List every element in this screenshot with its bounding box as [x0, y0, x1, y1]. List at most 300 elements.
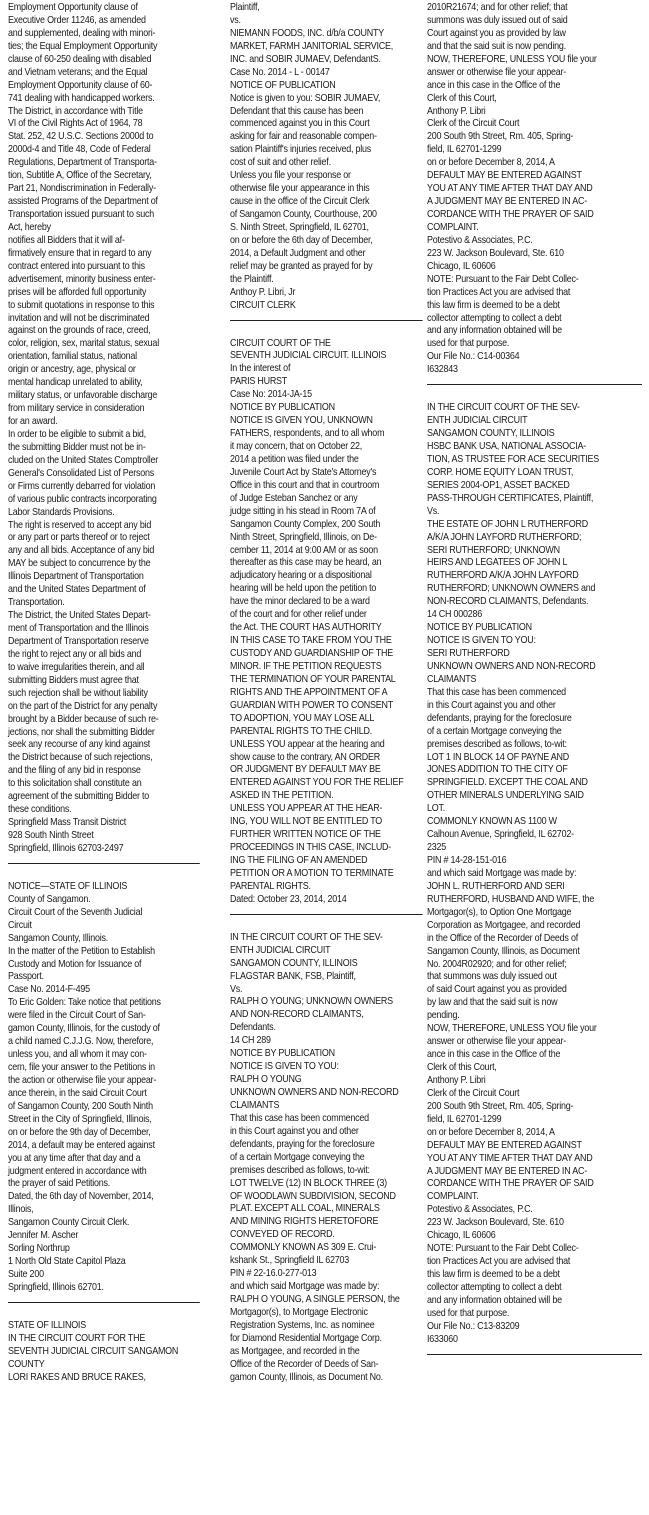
notice-line: IN THIS CASE TO TAKE FROM YOU THE	[230, 635, 392, 647]
column-1	[8, 2, 200, 1385]
notice-line: NOTICE BY PUBLICATION	[230, 402, 335, 414]
notice-line: of the court and for other relief under	[230, 609, 367, 621]
notice-line: the prayer of said Petitions.	[8, 1178, 111, 1190]
notice-line: Clerk of the Circuit Court	[427, 118, 520, 130]
notice-line: Anthony P. Libri	[427, 1074, 486, 1086]
notice-line: in this Court against you and other	[427, 699, 556, 711]
notice-line: and the United States Department of	[8, 584, 146, 596]
notice-line: that summons was duly issued out	[427, 971, 557, 983]
notice-line: tion Practices Act you are advised that	[427, 286, 571, 298]
notice-line: GUARDIAN WITH POWER TO CONSENT	[230, 699, 394, 711]
notice-line: CUSTODY AND GUARDIANSHIP OF THE	[230, 648, 393, 659]
notice-line: summons was duly issued out of said	[427, 14, 568, 26]
notice-line: PARIS HURST	[230, 376, 288, 388]
notice-line: Employment Opportunity clause of 60-	[8, 79, 153, 91]
notice-line: thereafter as this case may be heard, an	[230, 557, 382, 569]
notice-line: show cause to the contrary, AN ORDER	[230, 751, 381, 763]
notice-line: UNLESS YOU appear at the hearing and	[230, 738, 385, 750]
notice-line: of a certain Mortgage conveying the	[427, 725, 562, 737]
legal-notice	[230, 338, 423, 907]
notice-spacer	[8, 871, 200, 881]
notice-line: The District, in accordance with Title	[8, 105, 143, 117]
notice-line: Dated, the 6th day of November, 2014,	[8, 1191, 154, 1203]
notice-line: of a certain Mortgage conveying the	[230, 1151, 365, 1163]
notice-line: you at any time after that day and a	[8, 1152, 141, 1164]
notice-line: cember 11, 2014 at 9:00 AM or as soon	[230, 544, 378, 556]
notice-line: and which said Mortgage was made by:	[427, 867, 577, 879]
notice-line: on or before the 9th day of December,	[8, 1126, 151, 1138]
notice-line: NOTICE IS GIVEN YOU, UNKNOWN	[230, 415, 373, 427]
notice-line: advertisement, minority business enter-	[8, 273, 156, 285]
notice-line: COUNTY	[8, 1358, 45, 1370]
notice-line: collector attempting to collect a debt	[427, 312, 562, 324]
notice-line: PIN # 22-16.0-277-013	[230, 1268, 317, 1280]
notice-line: UNKNOWN OWNERS AND NON-RECORD	[230, 1087, 399, 1098]
notice-line: COMMONLY KNOWN AS 1100 W	[427, 816, 557, 828]
notice-line: 14 CH 000286	[427, 609, 483, 621]
notice-line: COMPLAINT.	[427, 1191, 479, 1203]
notice-line: I632843	[427, 364, 458, 376]
notice-line: Vs.	[230, 983, 243, 995]
notice-line: In the matter of the Petition to Establish	[8, 945, 155, 957]
notice-line: and any information obtained will be	[427, 1294, 562, 1306]
notice-line: Vs.	[427, 505, 440, 517]
notice-line: Juvenile Court Act by State's Attorney's	[230, 466, 377, 478]
notice-line: RIGHTS AND THE APPOINTMENT OF A	[230, 686, 388, 698]
notice-line: any and all bids. Acceptance of any bid	[8, 545, 155, 557]
legal-notice	[230, 2, 423, 313]
notice-divider	[230, 907, 423, 922]
notice-line: relief may be granted as prayed for by	[230, 260, 373, 272]
notice-line: THE TERMINATION OF YOUR PARENTAL	[230, 673, 396, 685]
notice-line: INC. and SOBIR JUMAEV, DefendantS.	[230, 53, 381, 65]
notice-line: HSBC BANK USA, NATIONAL ASSOCIA-	[427, 441, 586, 452]
notice-line: judgment entered in accordance with	[8, 1165, 147, 1177]
notice-line: Court against you as provided by law	[427, 27, 566, 39]
notice-line: commenced against you in this Court	[230, 118, 370, 130]
notice-line: Sangamon County Circuit Clerk.	[8, 1217, 130, 1229]
notice-line: Springfield, Illinois 62703-2497	[8, 842, 124, 854]
notice-line: S. Ninth Street, Springfield, IL 62701,	[230, 221, 369, 233]
notice-line: ance in this case in the Office of the	[427, 79, 561, 91]
notice-line: RALPH O YOUNG	[230, 1074, 302, 1086]
notice-line: OR JUDGMENT BY DEFAULT MAY BE	[230, 764, 381, 776]
notice-line: PLAT. EXCEPT ALL COAL, MINERALS	[230, 1203, 380, 1215]
notice-line: CONVEYED OF RECORD.	[230, 1229, 335, 1241]
notice-line: for an award.	[8, 416, 58, 427]
notice-line: Mortgagor(s), to Option One Mortgage	[427, 906, 572, 918]
notice-line: LOT.	[427, 803, 446, 815]
notice-line: and which said Mortgage was made by:	[230, 1281, 380, 1293]
legal-notice	[8, 1320, 200, 1385]
notice-line: Office of the Recorder of Deeds of San-	[230, 1358, 379, 1370]
notice-line: The District, the United States Depart-	[8, 610, 151, 622]
notice-line: 1 North Old State Capitol Plaza	[8, 1256, 126, 1268]
notice-line: brought by a Bidder because of such re-	[8, 713, 159, 725]
notice-line: NOW, THEREFORE, UNLESS YOU file your	[427, 53, 597, 65]
notice-line: 2010R21674; and for other relief; that	[427, 2, 568, 13]
notice-line: YOU AT ANY TIME AFTER THAT DAY AND	[427, 183, 593, 195]
notice-line: CORDANCE WITH THE PRAYER OF SAID	[427, 1178, 594, 1190]
notice-line: unless you, and all whom it may con-	[8, 1049, 147, 1061]
notice-line: Stat. 252, 42 U.S.C. Sections 2000d to	[8, 131, 154, 143]
notice-line: 223 W. Jackson Boulevard, Ste. 610	[427, 1217, 564, 1229]
legal-notice	[8, 2, 200, 856]
notice-line: premises described as follows, to-wit:	[230, 1164, 370, 1176]
notice-line: from military service in consideration	[8, 403, 145, 415]
notice-line: Our File No.: C14-00364	[427, 351, 520, 363]
notice-line: Springfield Mass Transit District	[8, 817, 127, 829]
notice-line: and the filing of any bid in response	[8, 765, 141, 777]
column-3	[427, 2, 642, 1372]
notice-line: ties; the Equal Employment Opportunity	[8, 40, 158, 52]
notice-spacer	[8, 1310, 200, 1320]
notice-line: UNKNOWN OWNERS AND NON-RECORD	[427, 660, 596, 672]
notice-line: A JUDGMENT MAY BE ENTERED IN AC-	[427, 196, 587, 208]
notice-line: A JUDGMENT MAY BE ENTERED IN AC-	[427, 1165, 587, 1177]
notice-line: RUTHERFORD, HUSBAND AND WIFE, the	[427, 893, 595, 905]
notice-line: Office in this court and that in courtroom	[230, 479, 380, 491]
notice-line: Potestivo & Associates, P.C.	[427, 1204, 533, 1216]
notice-line: Custody and Motion for Issuance of	[8, 958, 142, 970]
notice-line: Illinois Department of Transportation	[8, 571, 144, 583]
notice-line: IN THE CIRCUIT COURT OF THE SEV-	[230, 931, 383, 943]
notice-line: Labor Standards Provisions.	[8, 506, 115, 518]
notice-line: sation Plaintiff's injuries received, plus	[230, 144, 372, 156]
notice-line: PROCEEDINGS IN THIS CASE, INCLUD-	[230, 842, 392, 854]
notice-line: as Mortgagee, and recorded in the	[230, 1345, 360, 1357]
notice-line: firmatively ensure that in regard to any	[8, 247, 152, 259]
notice-line: Case No: 2014-JA-15	[230, 389, 312, 401]
notice-line: Anthoy P. Libri, Jr	[230, 286, 296, 298]
notice-line: NON-RECORD CLAIMANTS, Defendants.	[427, 596, 589, 608]
notice-line: judge sitting in his stead in Room 7A of	[230, 505, 376, 517]
notice-line: in this Court against you and other	[230, 1125, 359, 1137]
notice-line: I633060	[427, 1333, 458, 1345]
notice-line: The right is reserved to accept any bid	[8, 519, 152, 531]
notice-line: Employment Opportunity clause of	[8, 2, 138, 13]
notice-line: tion, Subtitle A, Office of the Secretary,	[8, 170, 152, 182]
notice-line: SERI RUTHERFORD; UNKNOWN	[427, 544, 560, 556]
notice-line: against on the grounds of race, creed,	[8, 325, 151, 337]
notice-line: 2014, a Default Judgment and other	[230, 247, 366, 259]
notice-line: cost of suit and other relief.	[230, 157, 331, 169]
notice-line: to this solicitation shall constitute an	[8, 778, 142, 790]
notice-line: of Judge Esteban Sanchez or any	[230, 492, 358, 504]
notice-divider	[230, 313, 423, 328]
notice-divider	[427, 1347, 642, 1362]
notice-line: field, IL 62701-1299	[427, 1113, 502, 1125]
notice-line: SEVENTH JUDICIAL CIRCUIT. ILLINOIS	[230, 350, 387, 362]
notice-line: Sangamon County, Illinois.	[8, 932, 109, 944]
notice-line: Case No. 2014-F-495	[8, 984, 90, 996]
notice-line: were filed in the Circuit Court of San-	[8, 1010, 146, 1022]
notice-line: LOT TWELVE (12) IN BLOCK THREE (3)	[230, 1177, 387, 1189]
notice-line: seek any recourse of any kind against	[8, 739, 151, 751]
notice-line: ance in this case in the Office of the	[427, 1049, 561, 1061]
notice-line: Chicago, IL 60606	[427, 260, 496, 272]
notice-line: on or before December 8, 2014, A	[427, 1126, 555, 1138]
notice-divider	[427, 377, 642, 392]
notice-line: Suite 200	[8, 1269, 44, 1280]
notice-line: in the Office of the Recorder of Deeds of	[427, 932, 578, 944]
notice-line: Passport.	[8, 971, 44, 983]
notice-line: NOW, THEREFORE, UNLESS YOU file your	[427, 1023, 597, 1035]
notice-line: Department of Transportation reserve	[8, 635, 149, 647]
notice-line: FURTHER WRITTEN NOTICE OF THE	[230, 829, 381, 841]
notice-line: LORI RAKES AND BRUCE RAKES,	[8, 1371, 146, 1383]
notice-line: of said Court against you as provided	[427, 984, 567, 996]
notice-line: RUTHERFORD A/K/A JOHN LAYFORD	[427, 570, 579, 582]
notice-line: Clerk of this Court,	[427, 1062, 497, 1073]
notice-line: SPRINGFIELD. EXCEPT THE COAL AND	[427, 777, 588, 789]
notice-line: Mortgagor(s), to Mortgage Electronic	[230, 1306, 368, 1318]
notice-line: it may concern, that on October 22,	[230, 441, 363, 452]
notice-line: by law and that the said suit is now	[427, 997, 558, 1009]
notice-line: Circuit Court of the Seventh Judicial	[8, 906, 143, 918]
notice-line: Clerk of the Circuit Court	[427, 1087, 520, 1099]
notice-line: Executive Order 11246, as amended	[8, 14, 146, 26]
notice-line: Calhoun Avenue, Springfield, IL 62702-	[427, 829, 574, 841]
notice-line: otherwise file your appearance in this	[230, 183, 370, 195]
notice-line: CLAIMANTS	[230, 1099, 280, 1111]
notice-line: mental handicap unrelated to ability,	[8, 377, 143, 389]
notice-line: tion Practices Act you are advised that	[427, 1256, 571, 1268]
notice-line: JOHN L. RUTHERFORD AND SERI	[427, 880, 565, 892]
notice-line: origin or ancestry, age, physical or	[8, 364, 136, 376]
notice-line: IN THE CIRCUIT COURT OF THE SEV-	[427, 402, 580, 414]
notice-line: NOTE: Pursuant to the Fair Debt Collec-	[427, 273, 579, 285]
notice-line: RALPH O YOUNG; UNKNOWN OWNERS	[230, 996, 393, 1008]
notice-line: the action or otherwise file your appear-	[8, 1074, 157, 1086]
notice-line: the right to reject any or all bids and	[8, 648, 142, 660]
notice-line: SERI RUTHERFORD	[427, 648, 510, 659]
notice-line: SEVENTH JUDICIAL CIRCUIT SANGAMON	[8, 1345, 179, 1357]
notice-line: COMMONLY KNOWN AS 309 E. Crui-	[230, 1242, 377, 1254]
notice-line: Act, hereby	[8, 221, 51, 233]
notice-line: pending.	[427, 1010, 460, 1022]
notice-line: clause of 60-250 dealing with disabled	[8, 53, 152, 65]
notice-spacer	[427, 1362, 642, 1372]
notice-line: AND NON-RECORD CLAIMANTS,	[230, 1009, 364, 1021]
notice-line: color, religion, sex, marital status, sexual	[8, 338, 159, 350]
notice-line: NOTICE OF PUBLICATION	[230, 79, 336, 91]
notice-line: 200 South 9th Street, Rm. 405, Spring-	[427, 1100, 574, 1112]
notice-line: 2014 a petition was filed under the	[230, 453, 359, 465]
notice-line: contract entered into pursuant to this	[8, 260, 145, 272]
notice-line: hearing will be held upon the petition to	[230, 583, 377, 595]
notice-line: HEIRS AND LEGATEES OF JOHN L	[427, 557, 568, 569]
notice-line: Circuit	[8, 919, 32, 931]
notice-line: General's Consolidated List of Persons	[8, 467, 155, 479]
notice-line: cern, file your answer to the Petitions in	[8, 1062, 155, 1073]
legal-notice	[427, 2, 642, 377]
notice-line: Defendant that this cause has been	[230, 105, 364, 117]
notice-line: the Act. THE COURT HAS AUTHORITY	[230, 622, 382, 634]
notice-line: orientation, familial status, national	[8, 351, 137, 363]
notice-line: Transportation issued pursuant to such	[8, 209, 154, 220]
notice-line: a child named C.J.J.G. Now, therefore,	[8, 1036, 154, 1048]
notice-line: 741 dealing with handicapped workers.	[8, 92, 155, 104]
notice-line: cause in the office of the Circuit Clerk	[230, 196, 370, 208]
notice-line: County of Sangamon.	[8, 893, 91, 905]
notice-line: Illinois,	[8, 1204, 34, 1216]
notice-line: ASKED IN THE PETITION.	[230, 790, 334, 802]
notice-line: ENTH JUDICIAL CIRCUIT	[427, 415, 528, 427]
notice-line: for Diamond Residential Mortgage Corp.	[230, 1332, 382, 1344]
notice-line: and Vietnam veterans; and the Equal	[8, 66, 148, 78]
legal-notice	[230, 932, 423, 1385]
notice-line: That this case has been commenced	[230, 1112, 369, 1124]
notice-line: and supplemented, dealing with minori-	[8, 27, 156, 39]
notice-line: used for that purpose.	[427, 338, 510, 350]
notice-line: Corporation as Mortgagee, and recorded	[427, 919, 581, 931]
notice-line: on or before December 8, 2014, A	[427, 157, 555, 169]
legal-notice	[8, 881, 200, 1295]
notice-line: invitation and will not be discriminated	[8, 312, 150, 324]
notice-line: Registration Systems, Inc. as nominee	[230, 1319, 375, 1331]
notice-line: MARKET, FARMH JANITORIAL SERVICE,	[230, 40, 394, 52]
notice-line: PETITION OR A MOTION TO TERMINATE	[230, 867, 394, 879]
notice-line: ment of Transportation and the Illinois	[8, 623, 149, 634]
notice-line: 223 W. Jackson Boulevard, Ste. 610	[427, 247, 564, 259]
notice-line: Clerk of this Court,	[427, 92, 497, 104]
notice-line: adjudicatory hearing or a dispositional	[230, 570, 372, 582]
notice-line: this law firm is deemed to be a debt	[427, 299, 560, 311]
notice-line: NIEMANN FOODS, INC. d/b/a COUNTY	[230, 27, 384, 39]
notice-line: Regulations, Department of Transporta-	[8, 157, 157, 169]
notice-line: of Sangamon County, 200 South Ninth	[8, 1100, 153, 1112]
notice-line: 14 CH 289	[230, 1035, 271, 1047]
notice-line: Potestivo & Associates, P.C.	[427, 234, 533, 246]
notice-line: the Plaintiff.	[230, 273, 274, 285]
notice-spacer	[230, 922, 423, 932]
notice-line: Chicago, IL 60606	[427, 1230, 496, 1242]
notice-line: CIRCUIT CLERK	[230, 299, 296, 311]
notice-line: answer or otherwise file your appear-	[427, 1036, 567, 1048]
notice-line: Sorling Northrup	[8, 1243, 70, 1255]
notice-line: 2325	[427, 842, 447, 854]
notice-line: OTHER MINERALS UNDERLYING SAID	[427, 790, 584, 802]
notice-spacer	[427, 392, 642, 402]
notice-line: Springfield, Illinois 62701.	[8, 1281, 104, 1293]
notice-line: vs.	[230, 14, 241, 26]
notice-spacer	[230, 328, 423, 338]
notice-line: THE ESTATE OF JOHN L RUTHERFORD	[427, 518, 588, 530]
notice-line: Unless you file your response or	[230, 170, 351, 182]
notice-line: SERIES 2004-OP1, ASSET BACKED	[427, 479, 570, 491]
notice-line: COMPLAINT.	[427, 221, 479, 233]
notice-line: DEFAULT MAY BE ENTERED AGAINST	[427, 1139, 582, 1151]
notice-line: assisted Programs of the Department of	[8, 196, 158, 208]
notice-line: CORP. HOME EQUITY LOAN TRUST,	[427, 466, 574, 478]
notice-line: Part 21, Nondiscrimination in Federally-	[8, 183, 156, 195]
notice-line: Anthony P. Libri	[427, 105, 486, 117]
notice-line: the District because of such rejections,	[8, 752, 153, 764]
notice-line: SANGAMON COUNTY, ILLINOIS	[427, 428, 555, 440]
notice-line: Defendants.	[230, 1022, 276, 1034]
notice-line: IN THE CIRCUIT COURT FOR THE	[8, 1332, 146, 1344]
notice-line: ENTH JUDICIAL CIRCUIT	[230, 944, 331, 956]
notice-line: gamon County, Illinois, for the custody of	[8, 1023, 160, 1035]
notice-line: MINOR. IF THE PETITION REQUESTS	[230, 660, 382, 672]
notice-line: OF WOODLAWN SUBDIVISION, SECOND	[230, 1190, 396, 1202]
notice-line: and any information obtained will be	[427, 325, 562, 337]
notice-line: 2014, a default may be entered against	[8, 1139, 155, 1151]
notice-line: jections, nor shall the submitting Bidder	[8, 726, 155, 738]
notice-line: SANGAMON COUNTY, ILLINOIS	[230, 957, 358, 969]
notice-line: A/K/A JOHN LAYFORD RUTHERFORD;	[427, 531, 582, 543]
notice-line: In the interest of	[230, 363, 291, 375]
notice-line: UNLESS YOU APPEAR AT THE HEAR-	[230, 803, 383, 815]
notice-line: CLAIMANTS	[427, 673, 477, 685]
notice-line: JONES ADDITION TO THE CITY OF	[427, 764, 568, 776]
notice-line: these conditions.	[8, 804, 72, 816]
notice-divider	[8, 1295, 200, 1310]
notice-line: No. 2004R02920; and for other relief;	[427, 958, 567, 970]
notice-line: TION, AS TRUSTEE FOR ACE SECURITIES	[427, 453, 600, 465]
notice-line: used for that purpose.	[427, 1307, 510, 1319]
notice-line: 200 South 9th Street, Rm. 405, Spring-	[427, 131, 574, 143]
notice-line: submitting Bidders must agree that	[8, 674, 139, 686]
notice-line: defendants, praying for the foreclosure	[427, 712, 572, 724]
notice-line: CORDANCE WITH THE PRAYER OF SAID	[427, 209, 594, 220]
notice-line: TO ADOPTION, YOU MAY LOSE ALL	[230, 712, 375, 724]
notice-line: NOTE: Pursuant to the Fair Debt Collec-	[427, 1243, 579, 1255]
notice-line: asking for fair and reasonable compen-	[230, 131, 377, 143]
notice-line: and that the said suit is now pending.	[427, 40, 566, 52]
notice-line: RUTHERFORD; UNKNOWN OWNERS and	[427, 583, 596, 595]
notice-line: 928 South Ninth Street	[8, 830, 94, 841]
notice-line: Sangamon County, Illinois, as Document	[427, 945, 580, 957]
notice-line: NOTICE BY PUBLICATION	[427, 622, 532, 634]
notice-line: ance therein, in the said Circuit Court	[8, 1087, 147, 1099]
notice-line: PASS-THROUGH CERTIFICATES, Plaintiff,	[427, 492, 594, 504]
notice-line: FLAGSTAR BANK, FSB, Plaintiff,	[230, 970, 356, 982]
notice-line: NOTICE IS GIVEN TO YOU:	[427, 635, 536, 647]
notice-line: NOTICE IS GIVEN TO YOU:	[230, 1061, 339, 1073]
notice-line: answer or otherwise file your appear-	[427, 66, 567, 78]
notice-line: That this case has been commenced	[427, 686, 566, 698]
notice-line: PARENTAL RIGHTS.	[230, 880, 311, 892]
notice-line: cluded on the United States Comptroller	[8, 454, 159, 466]
notice-line: Jennifer M. Ascher	[8, 1230, 79, 1242]
notice-line: VI of the Civil Rights Act of 1964, 78	[8, 118, 143, 130]
notice-line: gamon County, Illinois, as Document No.	[230, 1371, 383, 1383]
notice-line: collector attempting to collect a debt	[427, 1281, 562, 1293]
notice-line: to submit quotations in response to this	[8, 299, 155, 311]
notice-line: premises described as follows, to-wit:	[427, 738, 567, 750]
notice-line: of Sangamon County, Courthouse, 200	[230, 209, 377, 220]
notice-line: ING THE FILING OF AN AMENDED	[230, 855, 368, 866]
notice-line: field, IL 62701-1299	[427, 144, 502, 156]
notice-line: ENTERED AGAINST YOU FOR THE RELIEF	[230, 777, 404, 789]
notice-line: Notice is given to you: SOBIR JUMAEV,	[230, 92, 381, 104]
notice-line: the submitting Bidder must not be in-	[8, 441, 146, 453]
column-2	[230, 2, 423, 1385]
notice-line: to waive irregularities therein, and all	[8, 661, 145, 673]
notice-line: NOTICE—STATE OF ILLINOIS	[8, 880, 128, 892]
notice-line: this law firm is deemed to be a debt	[427, 1269, 560, 1280]
notice-line: or any part or parts thereof or to reject	[8, 532, 150, 544]
notice-line: AND MINING RIGHTS HERETOFORE	[230, 1216, 379, 1228]
notice-line: To Eric Golden: Take notice that petitions	[8, 997, 161, 1009]
notice-line: prises will be afforded full opportunity	[8, 286, 147, 298]
notice-line: Transportation.	[8, 597, 65, 609]
notice-line: Dated: October 23, 2014, 2014	[230, 893, 347, 905]
notice-line: MAY be subject to concurrence by the	[8, 558, 151, 570]
notice-line: PARENTAL RIGHTS TO THE CHILD.	[230, 725, 373, 737]
